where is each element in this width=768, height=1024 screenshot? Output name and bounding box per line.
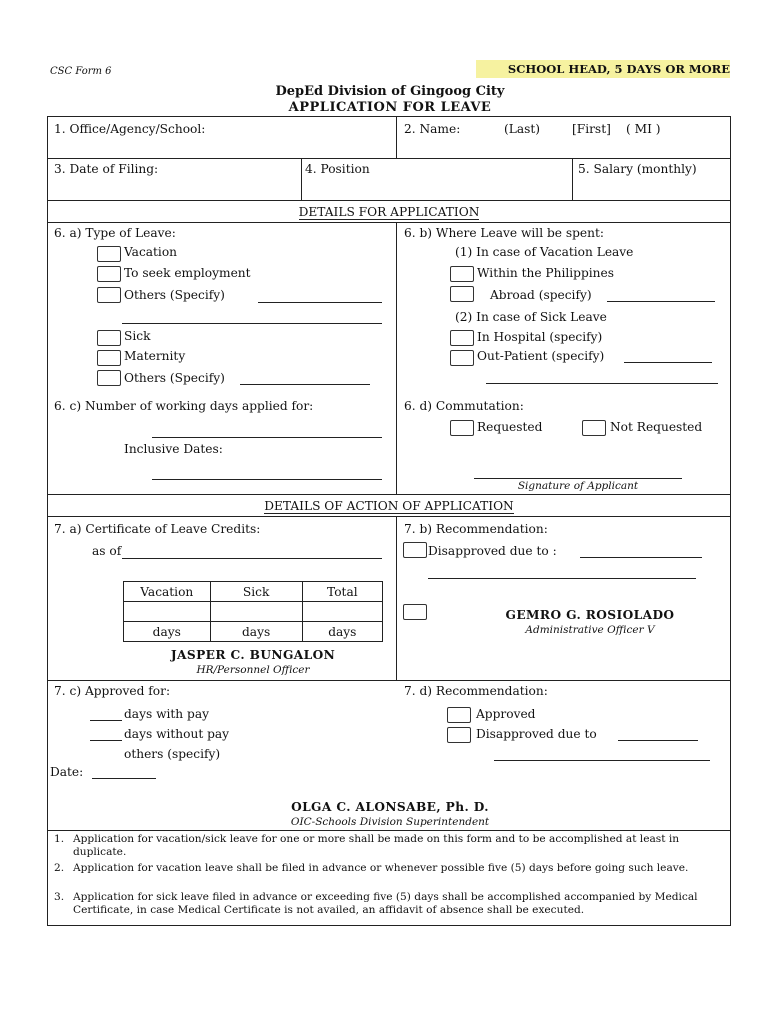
maternity-checkbox[interactable]: [97, 350, 121, 366]
col-sick: Sick: [210, 582, 302, 602]
division-name: DepEd Division of Gingoog City: [275, 84, 505, 99]
working-days-field[interactable]: [152, 437, 382, 438]
note-1-text: Application for vacation/sick leave for one or more shall be made on this form and to be accomplished at least in duplicate.: [73, 833, 680, 858]
frame-left: [47, 116, 48, 926]
vdiv-row2b: [572, 158, 573, 200]
divider-sec7ab: [47, 680, 731, 681]
name-label: 2. Name:: [404, 122, 461, 136]
days-without-pay-label: days without pay: [124, 727, 230, 741]
days-with-pay-label: days with pay: [124, 707, 209, 721]
abroad-field[interactable]: [607, 301, 715, 302]
where-spent-label: 6. b) Where Leave will be spent:: [404, 226, 604, 240]
others2-field[interactable]: [240, 384, 370, 385]
admin-officer-title: Administrative Officer V: [525, 624, 655, 636]
as-of-label: as of: [92, 544, 122, 558]
others1-field-line2[interactable]: [122, 323, 382, 324]
name-last: (Last): [504, 122, 541, 136]
days-with-pay-field[interactable]: [90, 720, 122, 721]
unit-total: days: [302, 622, 382, 642]
vdiv-sec6: [396, 222, 397, 494]
vdiv-row2a: [301, 158, 302, 200]
inclusive-dates-label: Inclusive Dates:: [124, 442, 223, 456]
commutation-label: 6. d) Commutation:: [404, 399, 524, 413]
sick-checkbox[interactable]: [97, 330, 121, 346]
recommendation-b-label: 7. b) Recommendation:: [404, 522, 548, 536]
unit-sick: days: [210, 622, 302, 642]
approved-for-label: 7. c) Approved for:: [54, 684, 171, 698]
requested-checkbox[interactable]: [450, 420, 474, 436]
approved-checkbox[interactable]: [447, 707, 471, 723]
maternity-label: Maternity: [124, 349, 186, 363]
inclusive-dates-field[interactable]: [152, 479, 382, 480]
employment-checkbox[interactable]: [97, 266, 121, 282]
col-total: Total: [302, 582, 382, 602]
form-code: CSC Form 6: [50, 66, 112, 77]
note-2-number: 2.: [54, 862, 65, 874]
vacation-value-cell[interactable]: [124, 602, 211, 622]
abroad-checkbox[interactable]: [450, 286, 474, 302]
note-3-text: Application for sick leave filed in advance or exceeding five (5) days shall be accomplished accompanied by Medical Certificate, in case Medical Certificate is not availed, an affidavit of absence shall be executed.: [73, 891, 698, 916]
disapproved-b-label: Disapproved due to :: [428, 544, 557, 558]
others1-label: Others (Specify): [124, 288, 225, 302]
outpatient-checkbox[interactable]: [450, 350, 474, 366]
recommendation-b-checkbox[interactable]: [403, 604, 427, 620]
applicant-signature-field[interactable]: [474, 478, 682, 479]
others2-checkbox[interactable]: [97, 370, 121, 386]
outpatient-field-line2[interactable]: [486, 383, 718, 384]
others2-label: Others (Specify): [124, 371, 225, 385]
case-vacation-label: (1) In case of Vacation Leave: [455, 245, 634, 259]
note-2-text: Application for vacation leave shall be filed in advance or whenever possible five (5) days before going such leave.: [73, 862, 689, 874]
divider-notes: [47, 830, 731, 831]
unit-vacation: days: [124, 622, 211, 642]
col-vacation: Vacation: [124, 582, 211, 602]
others1-field[interactable]: [258, 302, 382, 303]
hr-officer-name: JASPER C. BUNGALON: [170, 648, 336, 662]
as-of-field[interactable]: [122, 558, 382, 559]
divider-row1: [47, 158, 731, 159]
within-ph-label: Within the Philippines: [477, 266, 614, 280]
page-title: APPLICATION FOR LEAVE: [288, 100, 492, 115]
note-3-number: 3.: [54, 891, 65, 903]
superintendent-title: OIC-Schools Division Superintendent: [290, 816, 490, 828]
working-days-label: 6. c) Number of working days applied for:: [54, 399, 314, 413]
date-filing-label: 3. Date of Filing:: [54, 162, 159, 176]
disapproved-d-field-line2[interactable]: [494, 760, 710, 761]
vacation-checkbox[interactable]: [97, 246, 121, 262]
divider-action: [47, 516, 731, 517]
note-1-number: 1.: [54, 833, 65, 845]
salary-label: 5. Salary (monthly): [578, 162, 697, 176]
abroad-label: Abroad (specify): [490, 288, 592, 302]
divider-details: [47, 222, 731, 223]
sick-value-cell[interactable]: [210, 602, 302, 622]
vacation-label: Vacation: [124, 245, 178, 259]
position-label: 4. Position: [305, 162, 370, 176]
case-sick-label: (2) In case of Sick Leave: [455, 310, 607, 324]
not-requested-label: Not Requested: [610, 420, 703, 434]
hospital-label: In Hospital (specify): [477, 330, 603, 344]
superintendent-name: OLGA C. ALONSABE, Ph. D.: [291, 800, 489, 814]
outpatient-label: Out-Patient (specify): [477, 349, 605, 363]
details-heading-text: DETAILS FOR APPLICATION: [298, 205, 480, 219]
disapproved-d-field[interactable]: [618, 740, 698, 741]
signature-caption: Signature of Applicant: [517, 480, 639, 492]
divider-sec6: [47, 494, 731, 495]
within-ph-checkbox[interactable]: [450, 266, 474, 282]
days-without-pay-field[interactable]: [90, 740, 122, 741]
action-heading: [47, 499, 731, 513]
others-specify-label: others (specify): [124, 747, 221, 761]
disapproved-b-field[interactable]: [580, 557, 702, 558]
divider-row2: [47, 200, 731, 201]
disapproved-b-checkbox[interactable]: [403, 542, 427, 558]
requested-label: Requested: [477, 420, 543, 434]
disapproved-d-label: Disapproved due to: [476, 727, 597, 741]
type-of-leave-label: 6. a) Type of Leave:: [54, 226, 176, 240]
school-head-badge: SCHOOL HEAD, 5 DAYS OR MORE: [507, 62, 730, 76]
others1-checkbox[interactable]: [97, 287, 121, 303]
leave-credits-table: [123, 581, 383, 642]
frame-right: [730, 116, 731, 926]
disapproved-b-field-line2[interactable]: [428, 578, 696, 579]
name-mi: ( MI ): [626, 122, 661, 136]
date-label: Date:: [50, 765, 84, 779]
name-first: [First]: [572, 122, 611, 136]
not-requested-checkbox[interactable]: [582, 420, 606, 436]
hospital-checkbox[interactable]: [450, 330, 474, 346]
details-heading: [47, 205, 731, 219]
vdiv-row1: [396, 116, 397, 158]
total-value-cell[interactable]: [302, 602, 382, 622]
frame-bottom: [47, 925, 731, 926]
disapproved-d-checkbox[interactable]: [447, 727, 471, 743]
office-label: 1. Office/Agency/School:: [54, 122, 206, 136]
vdiv-sec7: [396, 516, 397, 680]
outpatient-field[interactable]: [624, 362, 712, 363]
frame-top: [47, 116, 731, 117]
action-heading-text: DETAILS OF ACTION OF APPLICATION: [264, 499, 514, 513]
date-field[interactable]: [92, 778, 156, 779]
approved-label: Approved: [476, 707, 536, 721]
admin-officer-name: GEMRO G. ROSIOLADO: [505, 608, 675, 622]
hr-officer-title: HR/Personnel Officer: [196, 664, 310, 676]
recommendation-d-label: 7. d) Recommendation:: [404, 684, 548, 698]
leave-credits-label: 7. a) Certificate of Leave Credits:: [54, 522, 261, 536]
employment-label: To seek employment: [124, 266, 251, 280]
sick-label: Sick: [124, 329, 151, 343]
